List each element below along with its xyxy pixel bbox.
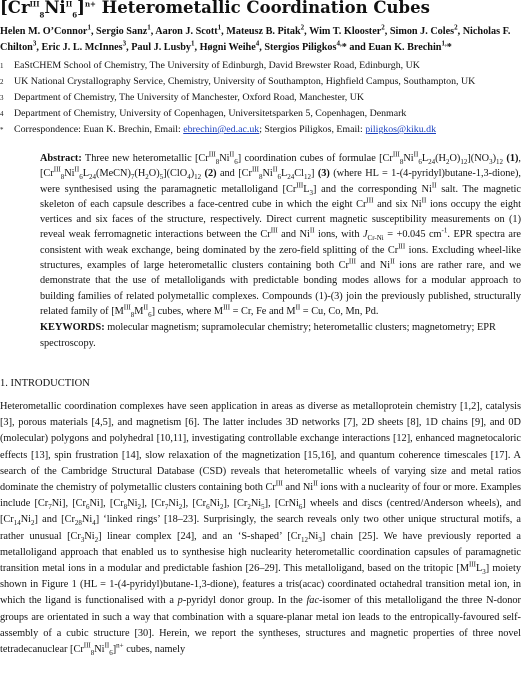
affiliation-3: 3 Department of Chemistry, The University of Manchester, Oxford Road, Manchester, UK xyxy=(0,92,364,103)
section-heading-introduction: 1. INTRODUCTION xyxy=(0,378,90,389)
author-list: Helen M. O’Connor$^1$, Sergio Sanz$^1$, Aaron J. Scott$^1$, Mateusz B. Pitak$^2$, Wim T. Klooster$^2$, Simon J. Coles$^2$, Nicholas F. Chilton$^3$, Eric J. L. McInnes$^3$, Paul J. Lusby$^1$, Høgni Weihe$^4$, Stergios Piligkos$^{4,}$* and Euan K. Brechin$^{1,}$* xyxy=(0,23,511,53)
abstract-label: Abstract: xyxy=(40,153,82,164)
email-link-piligkos[interactable]: piligkos@kiku.dk xyxy=(365,124,437,135)
affiliation-1: 1 EaStCHEM School of Chemistry, The University of Edinburgh, David Brewster Road, Edinburgh, UK xyxy=(0,60,420,71)
affiliation-4: 4 Department of Chemistry, University of Copenhagen, Universitetsparken 5, Copenhagen, Denmark xyxy=(0,108,407,119)
keywords: KEYWORDS: molecular magnetism; supramolecular chemistry; heterometallic clusters; magnetometry; EPR spectroscopy. xyxy=(40,322,496,349)
keywords-label: KEYWORDS: xyxy=(40,322,105,333)
abstract: Abstract: Three new heterometallic $[Cr^{III}_8Ni^{II}_6]$ coordination cubes of formulae $[Cr^{III}_8Ni^{II}_6L_{24}(H_2O)_{12}](NO_3)_{12}$ (1), $[Cr^{III}_8Ni^{II}_6L_{24}(MeCN)_7(H_2O)_5](ClO_4)_{12}$ (2) and $[Cr^{III}_8Ni^{II}_6L_{24}Cl_{12}]$ (3) (where HL = 1-(4-pyridyl)butane-1,3-dione), were synthesised using the paramagnetic metalloligand $[Cr^{III}L_3]$ and the corresponding $Ni^{II}$ salt. The magnetic skeleton of each capsule describes a face-centred cube in which the eight $Cr^{III}$ and six $Ni^{II}$ ions occupy the eight vertices and six faces of the structure, respectively. Direct current magnetic susceptibility measurements on (1) reveal weak ferromagnetic interactions between the $Cr^{III}$ and $Ni^{II}$ ions, with $J_{Cr-Ni} = +0.045$ $cm^{-1}$. EPR spectra are consistent with weak exchange, being dominated by the zero-field splitting of the $Cr^{III}$ ions. Excluding wheel-like structures, examples of large heterometallic clusters containing both $Cr^{III}$ and $Ni^{II}$ ions are rather rare, and we demonstrate that the use of metalloligands with predictable bonding modes allows for a modular approach to building families of related polymetallic complexes. Compounds (1)-(3) join the previously published, structurally related family of $[M^{III}_8M^{II}_6]$ cubes, where $M^{III} = Cr$, Fe and $M^{II} = Cu$, Co, Mn, Pd. xyxy=(40,150,521,320)
affiliation-2: 2 UK National Crystallography Service, Chemistry, University of Southampton, Highfield Campus, Southampton, UK xyxy=(0,76,476,87)
introduction-text: Heterometallic coordination complexes have seen application in areas as diverse as metalloprotein chemistry [1,2], catalysis [3], porous materials [4,5], and magnetism [6]. The latter includes 3D networks [7], 2D sheets [8], 1D chains [9], and 0D (molecular) polygons and polyhedral [10,11], investigating controllable exchange interactions [12], enhanced magnetocaloric effects [13], spin frustration [14], slow relaxation of the magnetization [15,16], and quantum coherence timescales [17]. A search of the Cambridge Structural Database (CSD) reveals that heterometallic wheels of varying size and metal ratios dominate the chemistry of polymetallic clusters containing both $Cr^{III}$ and $Ni^{II}$ ions with a nuclearity of four or more. Examples include $[Cr_7Ni]$, $[Cr_6Ni]$, $[Cr_8Ni_2]$, $[Cr_7Ni_2]$, $[Cr_6Ni_2]$, $[Cr_2Ni_5]$, [CrNi$_6$] wheels and discs (centred/Anderson wheels), and $[Cr_{14}Ni_2]$ and $[Cr_{28}Ni_4]$ ‘linked rings’ [18–23]. Surprisingly, the search reveals only two other unique structural motifs, a rather unusual $[Cr_3Ni_2]$ linear complex [24], and an ‘S-shaped’ $[Cr_{12}Ni_3]$ chain [25]. We have previously reported a metalloligand approach that enabled us to synthesise high nuclearity heterometallic coordination capsules of paramagnetic transition metal ions in a modular and predictable fashion [26–29]. This metalloligand, based on the tritopic $[M^{III}L_3]$ moiety shown in Figure 1 (HL = 1-(4-pyridyl)butane-1,3-dione), features a tris(acac) coordinated octahedral transition metal ion, in which the ligand is functionalised with a p-pyridyl donor group. In the fac-isomer of this metalloligand the three N-donor groups are orientated in such a way that combination with a square-planar metal ion leads to the entropically-favoured self-assembly of a cubic structure [30]. Herein, we report the syntheses, structures and magnetic properties of three novel tetradecanuclear $[Cr^{III}_8Ni^{II}_6]^{n+}$ cubes, namely xyxy=(0,401,521,658)
correspondence: * Correspondence: Euan K. Brechin, Email: ebrechin@ed.ac.uk; Stergios Piligkos, Email: piligkos@kiku.dk xyxy=(0,124,437,135)
email-link-brechin[interactable]: ebrechin@ed.ac.uk xyxy=(183,124,260,135)
paper-title: $[Cr^{III}_8Ni^{II}_6]^{n+}$ Heterometallic Coordination Cubes xyxy=(0,0,430,20)
